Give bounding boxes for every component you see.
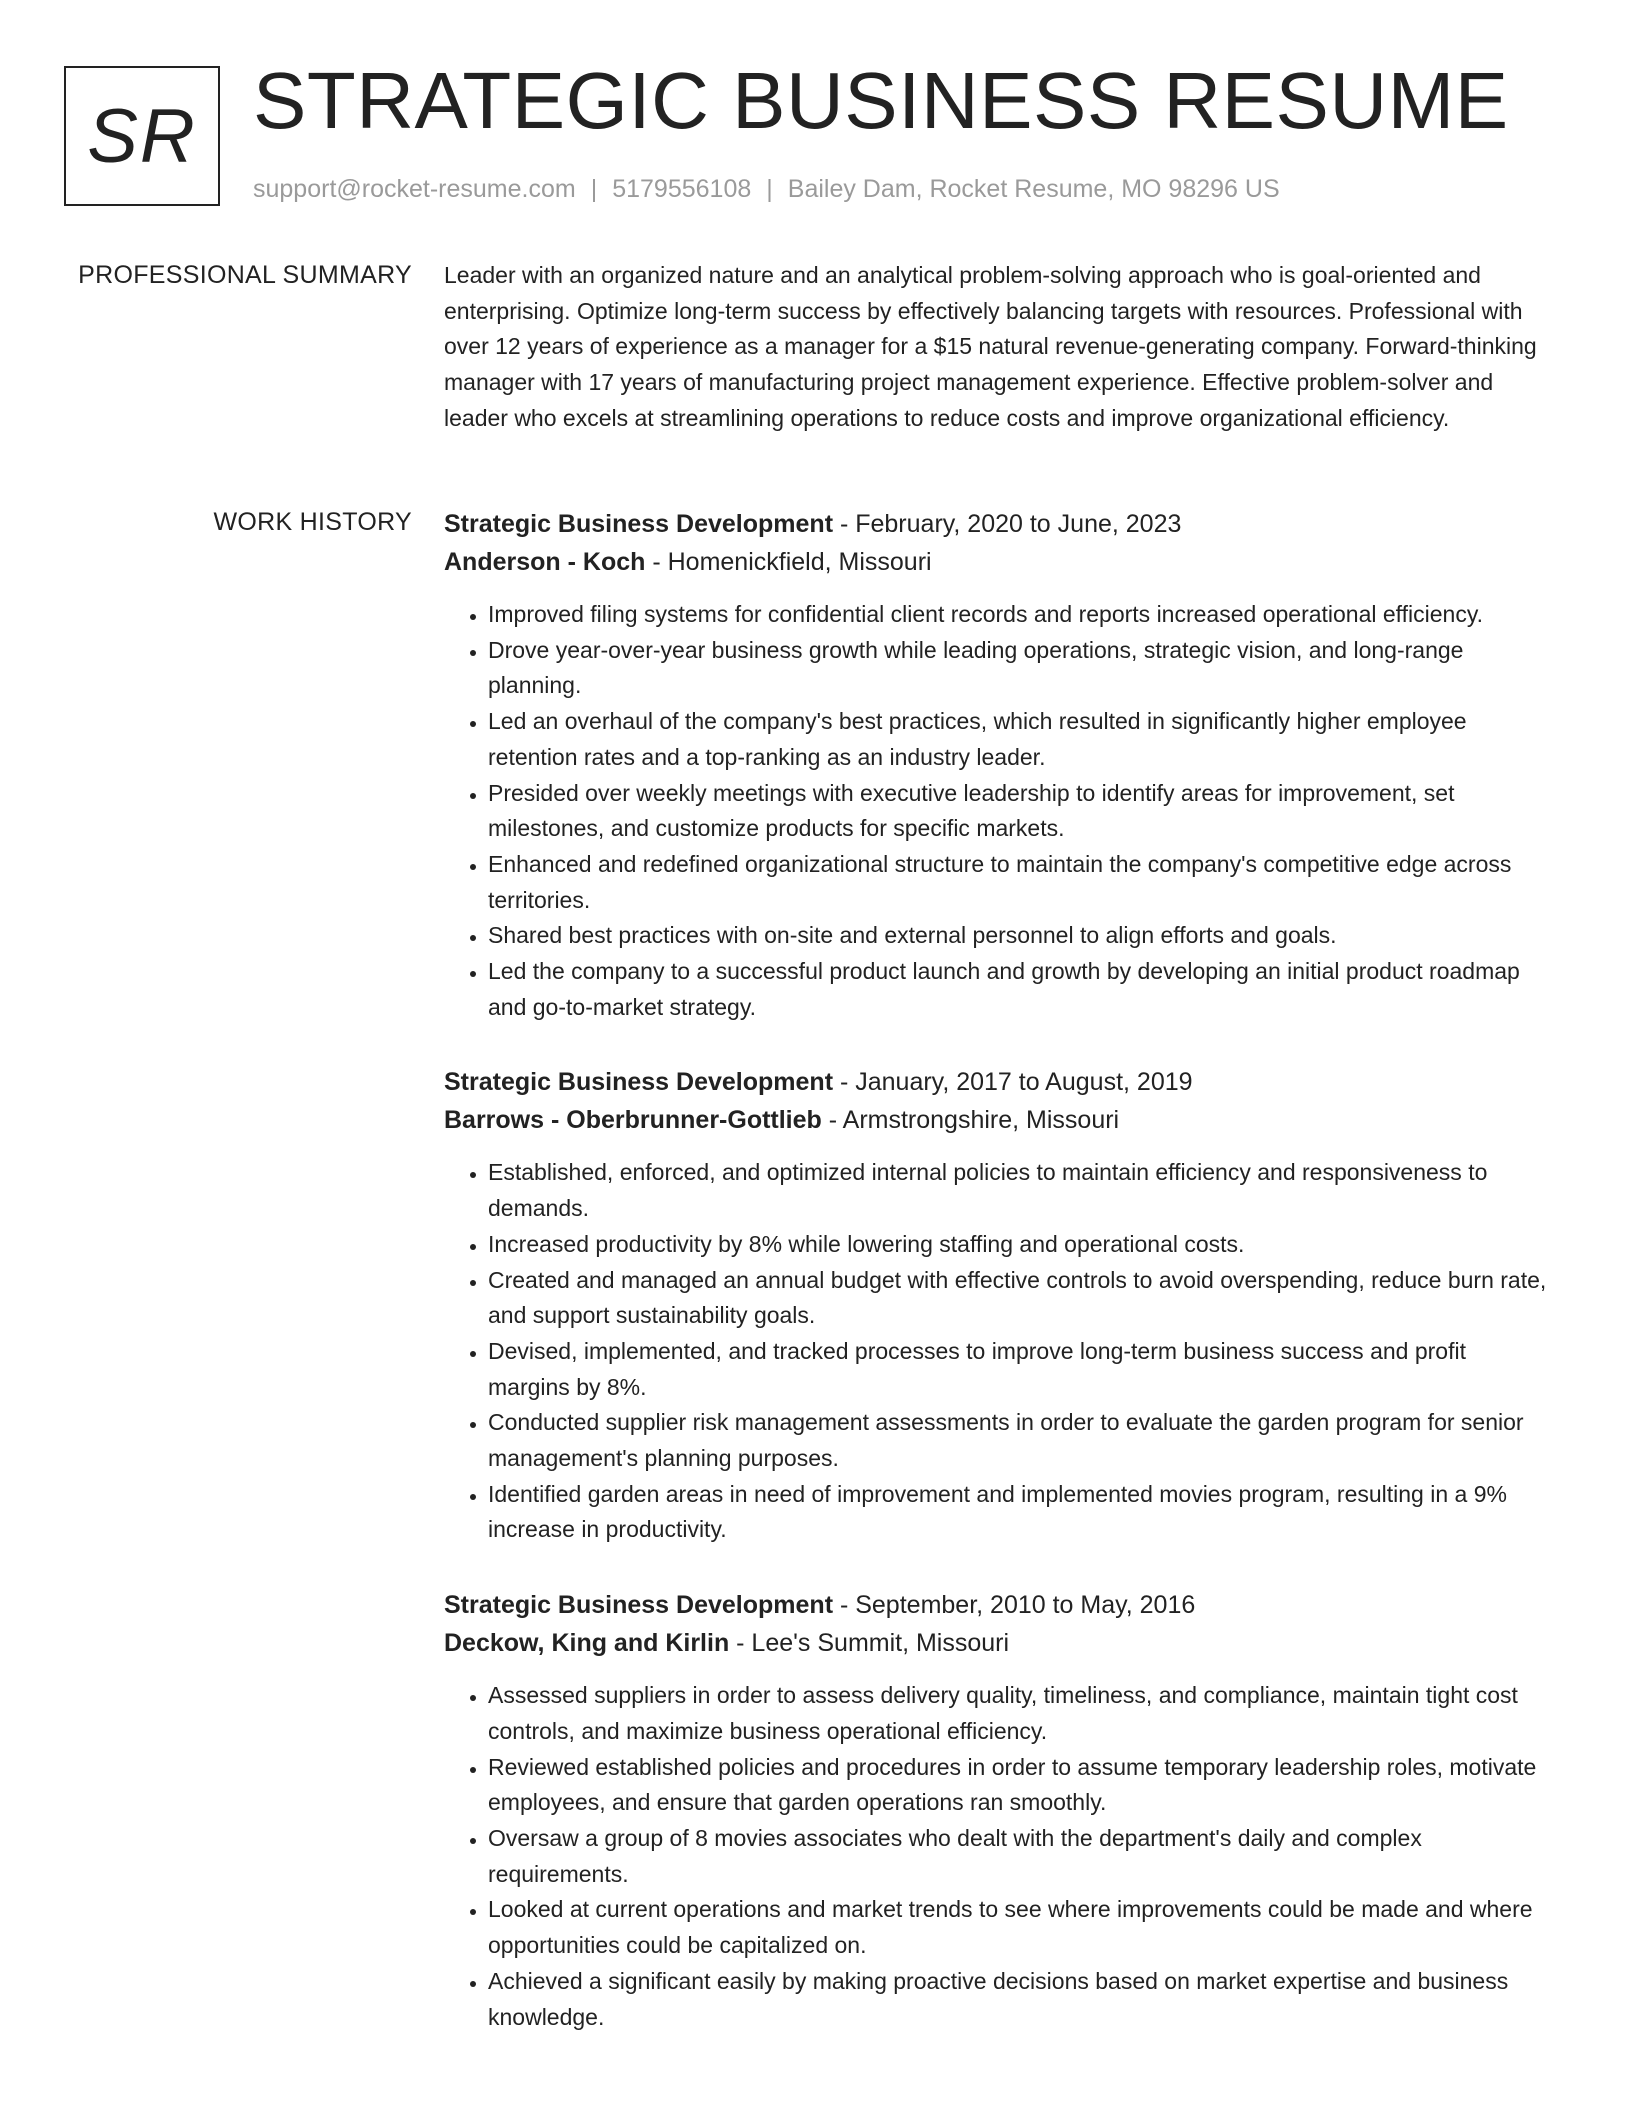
job-bullet: • Assessed suppliers in order to assess delivery quality, timeliness, and compliance, maintain tight cost controls, and maximize business operational efficiency. [488, 1678, 1554, 1749]
job-dates: - February, 2020 to June, 2023 [833, 510, 1182, 538]
job-location: - Lee's Summit, Missouri [729, 1629, 1010, 1658]
job-bullet: • Devised, implemented, and tracked processes to improve long-term business success and profit margins by 8%. [488, 1334, 1554, 1405]
monogram-logo: SR [64, 66, 220, 206]
job-bullet: • Looked at current operations and market trends to see where improvements could be made and where opportunities could be capitalized on. [488, 1892, 1554, 1963]
contact-phone: 5179556108 [612, 175, 752, 203]
job-location: - Armstrongshire, Missouri [821, 1106, 1120, 1135]
job-entry [444, 1586, 1554, 2035]
job-bullet: • Reviewed established policies and procedures in order to assume temporary leadership roles, motivate employees, and ensure that garden operations ran smoothly. [488, 1750, 1554, 1821]
contact-separator: | [766, 175, 773, 203]
job-title-line [444, 1063, 1554, 1101]
contact-address: Bailey Dam, Rocket Resume, MO 98296 US [787, 175, 1280, 203]
job-entry [444, 1063, 1554, 1548]
job-bullet: • Improved filing systems for confidential client records and reports increased operational efficiency. [488, 597, 1554, 633]
job-entry [444, 505, 1554, 1025]
job-bullet: • Achieved a significant easily by making proactive decisions based on market expertise and business knowledge. [488, 1964, 1554, 2035]
job-title-line [444, 1586, 1554, 1624]
contact-email: support@rocket-resume.com [253, 175, 576, 203]
job-company-line [444, 1101, 1554, 1139]
job-bullet: • Identified garden areas in need of improvement and implemented movies program, resulting in a 9% increase in productivity. [488, 1477, 1554, 1548]
job-bullet: • Oversaw a group of 8 movies associates who dealt with the department's daily and complex requirements. [488, 1821, 1554, 1892]
work-history-body [444, 505, 1554, 2073]
job-position: Strategic Business Development [444, 1591, 834, 1620]
job-bullet-list [444, 1155, 1554, 1548]
job-bullet: • Drove year-over-year business growth while leading operations, strategic vision, and long-range planning. [488, 633, 1554, 704]
job-bullet: • Established, enforced, and optimized internal policies to maintain efficiency and responsiveness to demands. [488, 1155, 1554, 1226]
job-bullet: • Conducted supplier risk management assessments in order to evaluate the garden program for senior management's planning purposes. [488, 1405, 1554, 1476]
job-company: Barrows - Oberbrunner-Gottlieb [444, 1106, 822, 1135]
section-title-work-history: WORK HISTORY [213, 508, 412, 536]
resume-title: STRATEGIC BUSINESS RESUME [253, 56, 1509, 145]
job-bullet: • Led the company to a successful product launch and growth by developing an initial product roadmap and go-to-market strategy. [488, 954, 1554, 1025]
summary-text: Leader with an organized nature and an analytical problem-solving approach who is goal-oriented and enterprising. Optimize long-term success by effectively balancing targets with resources. Professional with over 12 years of experience as a manager for a $15 natural revenue-generating company. Forward-thinking manager with 17 years of manufacturing project management experience. Effective problem-solver and leader who excels at streamlining operations to reduce costs and improve organizational efficiency. [444, 262, 1537, 431]
job-company-line [444, 1624, 1554, 1662]
job-bullet: • Enhanced and redefined organizational structure to maintain the company's competitive edge across territories. [488, 847, 1554, 918]
job-dates: - January, 2017 to August, 2019 [833, 1068, 1193, 1097]
job-company-line [444, 543, 1554, 581]
contact-separator: | [590, 175, 598, 203]
job-title-line [444, 505, 1554, 543]
section-title-summary: PROFESSIONAL SUMMARY [78, 261, 412, 289]
job-position: Strategic Business Development [444, 1068, 834, 1097]
job-bullet: • Created and managed an annual budget with effective controls to avoid overspending, reduce burn rate, and support sustainability goals. [488, 1263, 1554, 1334]
job-location: - Homenickfield, Missouri [645, 548, 932, 576]
job-bullet: • Increased productivity by 8% while lowering staffing and operational costs. [488, 1227, 1554, 1263]
job-dates: - September, 2010 to May, 2016 [833, 1591, 1196, 1620]
job-position: Strategic Business Development [444, 510, 834, 538]
contact-line [253, 172, 1280, 206]
summary-body [444, 258, 1554, 437]
job-bullet-list [444, 1678, 1554, 2035]
job-bullet: • Presided over weekly meetings with executive leadership to identify areas for improvement, set milestones, and customize products for specific markets. [488, 776, 1554, 847]
job-company: Anderson - Koch [444, 548, 646, 576]
job-company: Deckow, King and Kirlin [444, 1629, 730, 1658]
job-bullet: • Shared best practices with on-site and external personnel to align efforts and goals. [488, 918, 1554, 954]
job-bullet: • Led an overhaul of the company's best practices, which resulted in significantly higher employee retention rates and a top-ranking as an industry leader. [488, 704, 1554, 775]
job-bullet-list [444, 597, 1554, 1025]
